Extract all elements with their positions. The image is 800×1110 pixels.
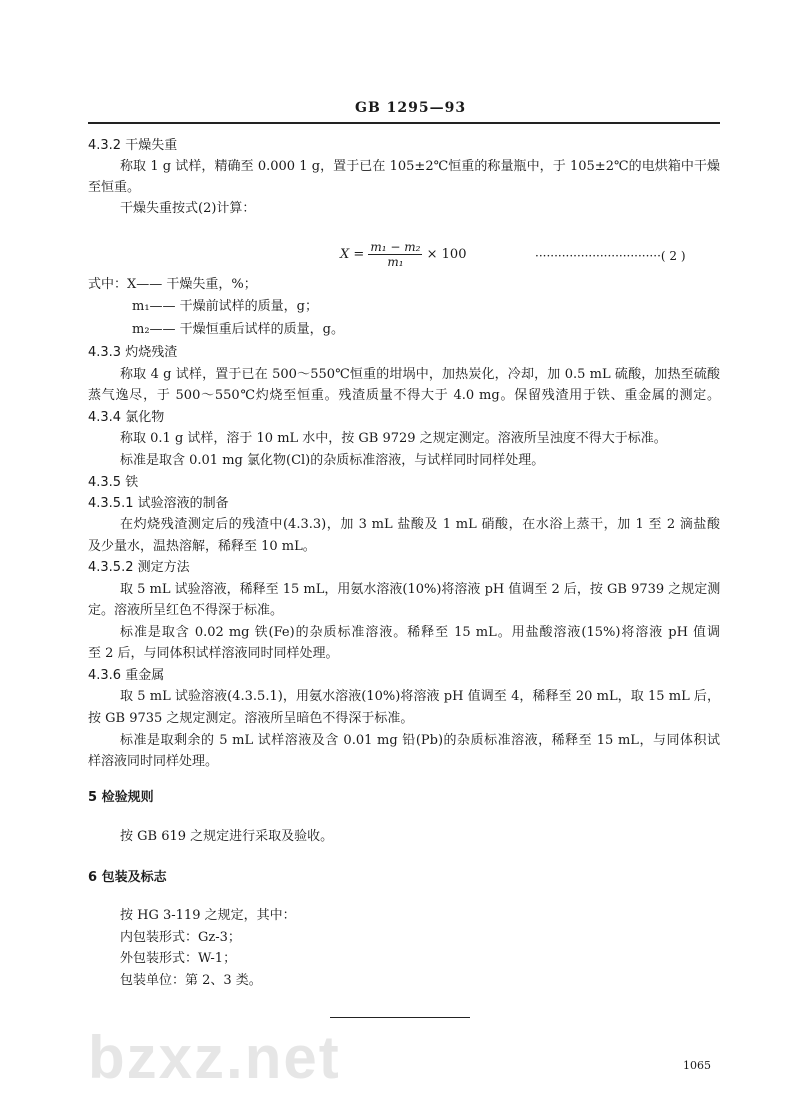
chapter-heading: 6 包装及标志 <box>88 870 167 885</box>
paragraph-line: 在灼烧残渣测定后的残渣中(4.3.3)，加 3 mL 盐酸及 1 mL 硝酸，在水浴上蒸干，加 1 至 2 滴盐酸 <box>120 517 720 532</box>
formula-denominator: m₁ <box>387 255 404 269</box>
paragraph-line: 按 GB 619 之规定进行采取及验收。 <box>120 829 334 844</box>
paragraph-line: 蒸气逸尽，于 500～550℃灼烧至恒重。残渣质量不得大于 4.0 mg。保留残渣用于铁、重金属的测定。 <box>88 388 720 403</box>
chapter-heading: 5 检验规则 <box>88 790 154 805</box>
end-rule <box>330 1017 470 1018</box>
paragraph-line: 按 GB 9735 之规定测定。溶液所呈暗色不得深于标准。 <box>88 711 414 726</box>
header-title: GB 1295—93 <box>355 100 467 116</box>
formula-2 <box>340 240 466 270</box>
paragraph-line: 至恒重。 <box>88 180 141 195</box>
page-number: 1065 <box>683 1059 711 1072</box>
watermark: bzxz.net <box>88 1024 341 1091</box>
paragraph-line: 标准是取含 0.02 mg 铁(Fe)的杂质标准溶液。稀释至 15 mL。用盐酸溶液(15%)将溶液 pH 值调 <box>120 625 720 640</box>
subsection-heading: 4.3.5.1 试验溶液的制备 <box>88 496 229 511</box>
paragraph-line: 定。溶液所呈红色不得深于标准。 <box>88 603 284 618</box>
formula-numerator: m₁ − m₂ <box>370 240 421 254</box>
where-line: m₂—— 干燥恒重后试样的质量，g。 <box>132 322 344 337</box>
paragraph-line: 按 HG 3-119 之规定，其中： <box>120 908 296 923</box>
paragraph-line: 至 2 后，与同体积试样溶液同时同样处理。 <box>88 646 339 661</box>
section-heading: 4.3.5 铁 <box>88 475 139 490</box>
equation-number: ·································( 2 ) <box>535 249 686 263</box>
header-rule <box>88 122 720 124</box>
paragraph-line: 取 5 mL 试验溶液，稀释至 15 mL，用氨水溶液(10%)将溶液 pH 值调至 2 后，按 GB 9739 之规定测 <box>120 582 721 597</box>
paragraph-line: 包装单位：第 2、3 类。 <box>120 973 262 988</box>
paragraph-line: 称取 1 g 试样，精确至 0.000 1 g，置于已在 105±2℃恒重的称量瓶中，于 105±2℃的电烘箱中干燥 <box>120 159 720 174</box>
formula-rhs: × 100 <box>426 247 467 262</box>
section-heading: 4.3.2 干燥失重 <box>88 138 178 153</box>
paragraph-line: 标准是取剩余的 5 mL 试样溶液及含 0.01 mg 铅(Pb)的杂质标准溶液，稀释至 15 mL，与同体积试 <box>120 733 720 748</box>
paragraph-line: 及少量水，温热溶解，稀释至 10 mL。 <box>88 539 316 554</box>
formula-lhs: X = <box>340 247 365 262</box>
paragraph-line: 内包装形式：Gz-3； <box>120 930 241 945</box>
formula-fraction <box>368 240 422 269</box>
section-heading: 4.3.6 重金属 <box>88 668 165 683</box>
paragraph-line: 外包装形式：W-1； <box>120 951 237 966</box>
paragraph-line: 取 5 mL 试验溶液(4.3.5.1)，用氨水溶液(10%)将溶液 pH 值调至 4，稀释至 20 mL，取 15 mL 后， <box>120 689 720 704</box>
where-line: m₁—— 干燥前试样的质量，g； <box>132 299 318 314</box>
paragraph-line: 称取 4 g 试样，置于已在 500～550℃恒重的坩埚中，加热炭化，冷却，加 0.5 mL 硫酸，加热至硫酸 <box>120 367 720 382</box>
paragraph-line: 干燥失重按式(2)计算： <box>120 201 256 216</box>
paragraph-line: 样溶液同时同样处理。 <box>88 754 219 769</box>
where-line: 式中：X—— 干燥失重，%； <box>88 277 257 292</box>
section-heading: 4.3.3 灼烧残渣 <box>88 345 178 360</box>
subsection-heading: 4.3.5.2 测定方法 <box>88 560 190 575</box>
paragraph-line: 称取 0.1 g 试样，溶于 10 mL 水中，按 GB 9729 之规定测定。溶液所呈浊度不得大于标准。 <box>120 431 667 446</box>
section-heading: 4.3.4 氯化物 <box>88 410 165 425</box>
paragraph-line: 标准是取含 0.01 mg 氯化物(Cl)的杂质标准溶液，与试样同时同样处理。 <box>120 453 545 468</box>
